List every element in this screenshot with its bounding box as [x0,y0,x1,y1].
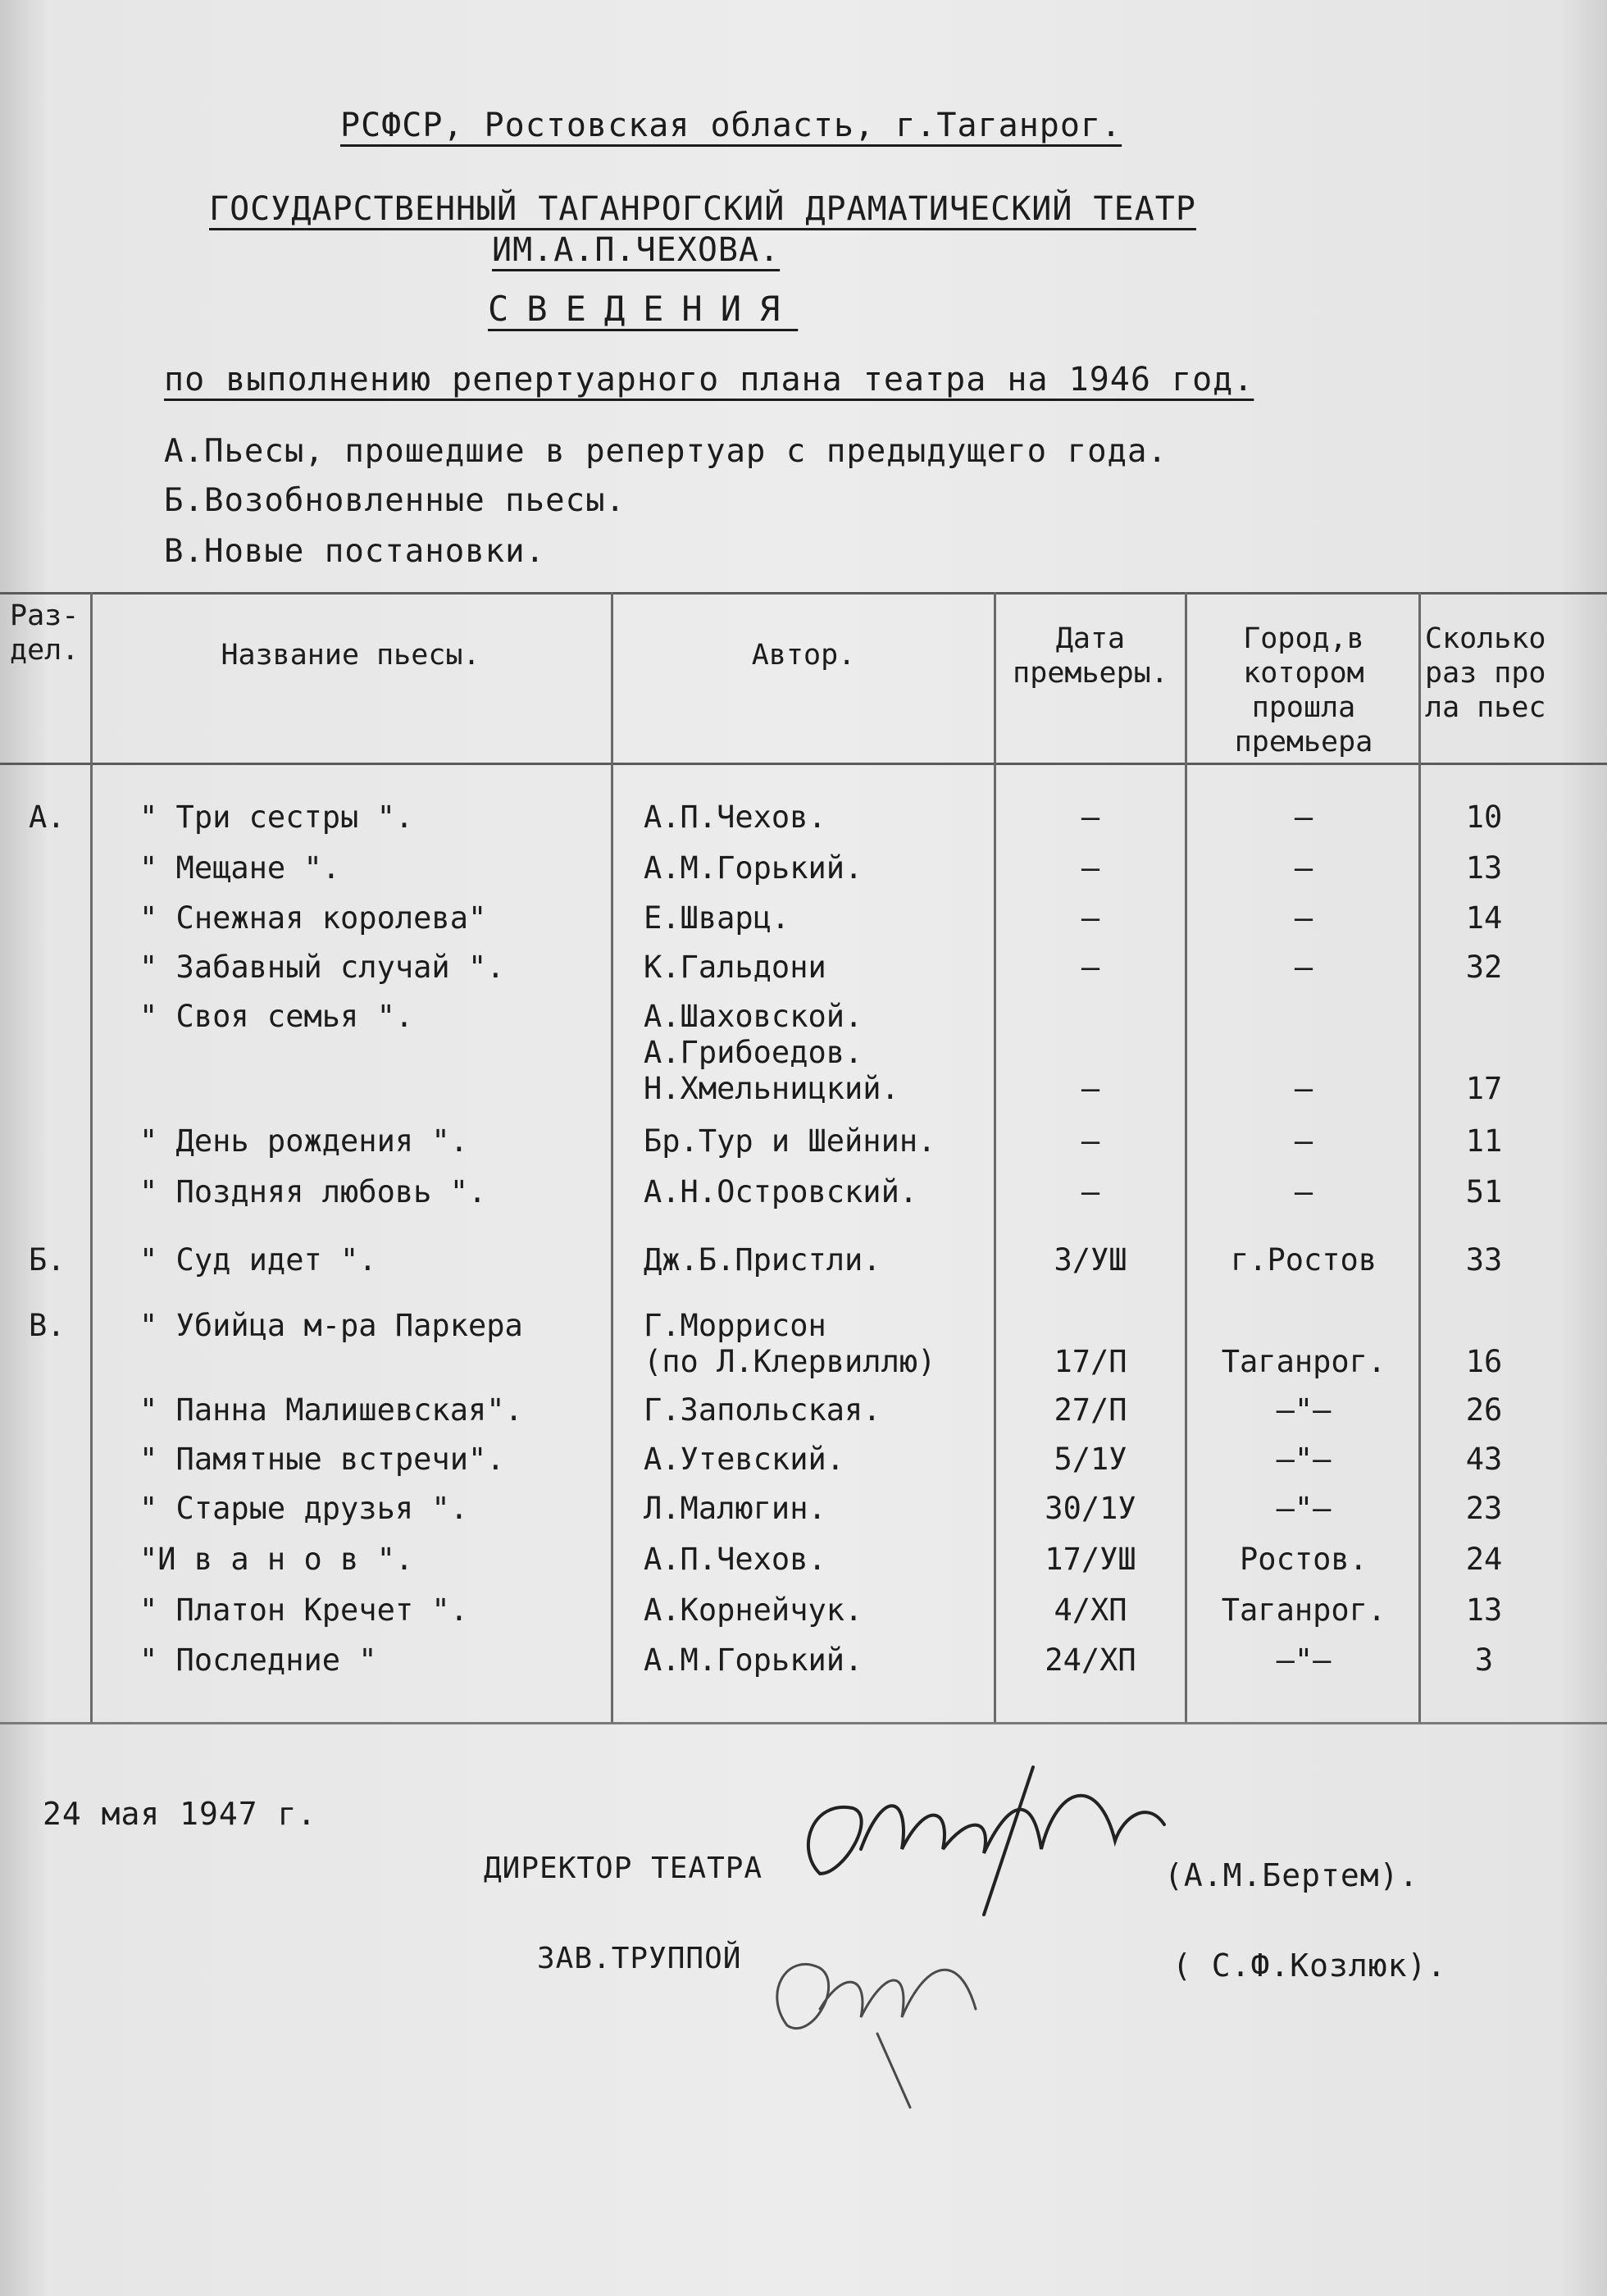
table-cell-date: 3/УШ [1054,1242,1127,1278]
table-cell-count: 3 [1474,1642,1494,1678]
table-cell-section: В. [29,1308,66,1343]
table-cell-city: Ростов. [1240,1542,1368,1577]
table-cell-count: 33 [1465,1242,1503,1278]
table-cell-count: 43 [1465,1442,1503,1477]
table-cell-author: А.Н.Островский. [644,1174,918,1210]
table-cell-city: – [1294,800,1313,835]
table-cell-title: "И в а н о в ". [139,1542,414,1577]
table-cell-city: г.Ростов [1230,1242,1377,1278]
table-cell-section: Б. [29,1242,66,1278]
header-theatre-name: ГОСУДАРСТВЕННЫЙ ТАГАНРОГСКИЙ ДРАМАТИЧЕСКИЙ ТЕАТР [209,190,1196,228]
table-cell-title: " Памятные встречи". [139,1442,505,1477]
table-cell-count: 11 [1465,1123,1503,1159]
director-name: (А.М.Бертем). [1164,1857,1419,1893]
table-cell-city: –"– [1276,1442,1332,1477]
document-subtitle: по выполнению репертуарного плана театра на 1946 год. [164,361,1254,399]
col-header-premiere-city: Город,в котором прошла премьера [1234,622,1373,758]
table-cell-author: А.М.Горький. [644,850,863,886]
header-region: РСФСР, Ростовская область, г.Таганрог. [340,107,1122,144]
table-cell-count: 17 [1465,1071,1503,1106]
table-cell-date: 4/ХП [1054,1592,1127,1628]
note-section-b: Б.Возобновленные пьесы. [164,482,626,519]
director-signature [787,1751,1197,1939]
table-cell-author: Бр.Тур и Шейнин. [644,1123,936,1159]
table-cell-author: Г.Запольская. [644,1392,881,1428]
table-cell-title: " Три сестры ". [139,800,414,835]
table-bottom-rule [0,1722,1607,1724]
table-cell-title: " Последние " [139,1642,377,1678]
table-cell-author: Е.Шварц. [644,900,790,936]
table-cell-count: 51 [1465,1174,1503,1210]
table-cell-title: " Суд идет ". [139,1242,377,1278]
table-cell-date: 17/УШ [1045,1542,1136,1577]
table-cell-section: А. [29,800,66,835]
table-cell-date: – [1081,1174,1100,1210]
table-cell-city: –"– [1276,1392,1332,1428]
table-cell-author: Л.Малюгин. [644,1491,826,1526]
table-cell-date: – [1081,850,1100,886]
table-cell-count: 23 [1465,1491,1503,1526]
troupe-head-signature [763,1919,1008,2124]
table-cell-author: Г.Моррисон (по Л.Клервиллю) [644,1308,936,1379]
note-section-c: В.Новые постановки. [164,533,546,570]
table-cell-title: " Снежная королева" [139,900,487,936]
table-cell-title: " Своя семья ". [139,999,414,1034]
table-cell-count: 16 [1465,1344,1503,1379]
table-cell-date: 27/П [1054,1392,1127,1428]
table-cell-city: –"– [1276,1642,1332,1678]
table-cell-date: 5/1У [1054,1442,1127,1477]
table-cell-author: А.Шаховской. А.Грибоедов. Н.Хмельницкий. [644,999,899,1106]
troupe-head-label: ЗАВ.ТРУППОЙ [537,1942,742,1975]
document-date: 24 мая 1947 г. [43,1796,317,1832]
table-cell-date: 30/1У [1045,1491,1136,1526]
director-label: ДИРЕКТОР ТЕАТРА [484,1852,763,1885]
table-header-rule [0,763,1607,765]
table-cell-city: – [1294,1123,1313,1159]
table-cell-author: А.П.Чехов. [644,800,826,835]
table-cell-city: – [1294,850,1313,886]
note-section-a: А.Пьесы, прошедшие в репертуар с предыдущего года. [164,433,1168,470]
table-cell-date: – [1081,800,1100,835]
table-cell-date: – [1081,950,1100,985]
table-cell-city: – [1294,950,1313,985]
table-cell-title: " Поздняя любовь ". [139,1174,487,1210]
table-cell-title: " Мещане ". [139,850,341,886]
table-cell-count: 32 [1465,950,1503,985]
table-cell-author: А.Корнейчук. [644,1592,863,1628]
col-divider [1185,592,1187,1722]
table-top-rule [0,592,1607,594]
table-cell-count: 24 [1465,1542,1503,1577]
table-cell-date: – [1081,1123,1100,1159]
table-cell-title: " Платон Кречет ". [139,1592,468,1628]
col-divider [1418,592,1421,1722]
col-divider [90,592,93,1722]
table-cell-date: – [1081,900,1100,936]
table-cell-count: 13 [1465,1592,1503,1628]
col-header-premiere-date: Дата премьеры. [1013,622,1168,690]
table-cell-count: 10 [1465,800,1503,835]
table-cell-count: 14 [1465,900,1503,936]
table-cell-author: А.Утевский. [644,1442,845,1477]
table-cell-city: Таганрог. [1221,1592,1386,1628]
table-cell-author: А.П.Чехов. [644,1542,826,1577]
table-cell-date: 17/П [1054,1344,1127,1379]
table-cell-title: " Убийца м-ра Паркера [139,1308,523,1343]
col-divider [611,592,613,1722]
table-cell-date: 24/ХП [1045,1642,1136,1678]
table-cell-author: К.Гальдони [644,950,826,985]
table-cell-city: – [1294,900,1313,936]
col-header-performance-count: Сколько раз про ла пьес [1425,622,1546,724]
table-cell-title: " Панна Малишевская". [139,1392,523,1428]
table-cell-author: А.М.Горький. [644,1642,863,1678]
header-theatre-dedication: ИМ.А.П.ЧЕХОВА. [492,231,781,269]
table-cell-title: " День рождения ". [139,1123,468,1159]
table-cell-title: " Старые друзья ". [139,1491,468,1526]
table-cell-title: " Забавный случай ". [139,950,505,985]
table-cell-count: 26 [1465,1392,1503,1428]
table-cell-city: –"– [1276,1491,1332,1526]
document-title: СВЕДЕНИЯ [488,289,799,329]
col-header-section: Раз- дел. [10,599,80,667]
table-cell-date: – [1081,1071,1100,1106]
col-header-author: Автор. [751,639,856,672]
table-cell-count: 13 [1465,850,1503,886]
table-cell-city: – [1294,1071,1313,1106]
col-header-title: Название пьесы. [221,639,480,672]
table-cell-city: – [1294,1174,1313,1210]
table-cell-city: Таганрог. [1221,1344,1386,1379]
table-cell-author: Дж.Б.Пристли. [644,1242,881,1278]
troupe-head-name: ( С.Ф.Козлюк). [1172,1947,1447,1984]
